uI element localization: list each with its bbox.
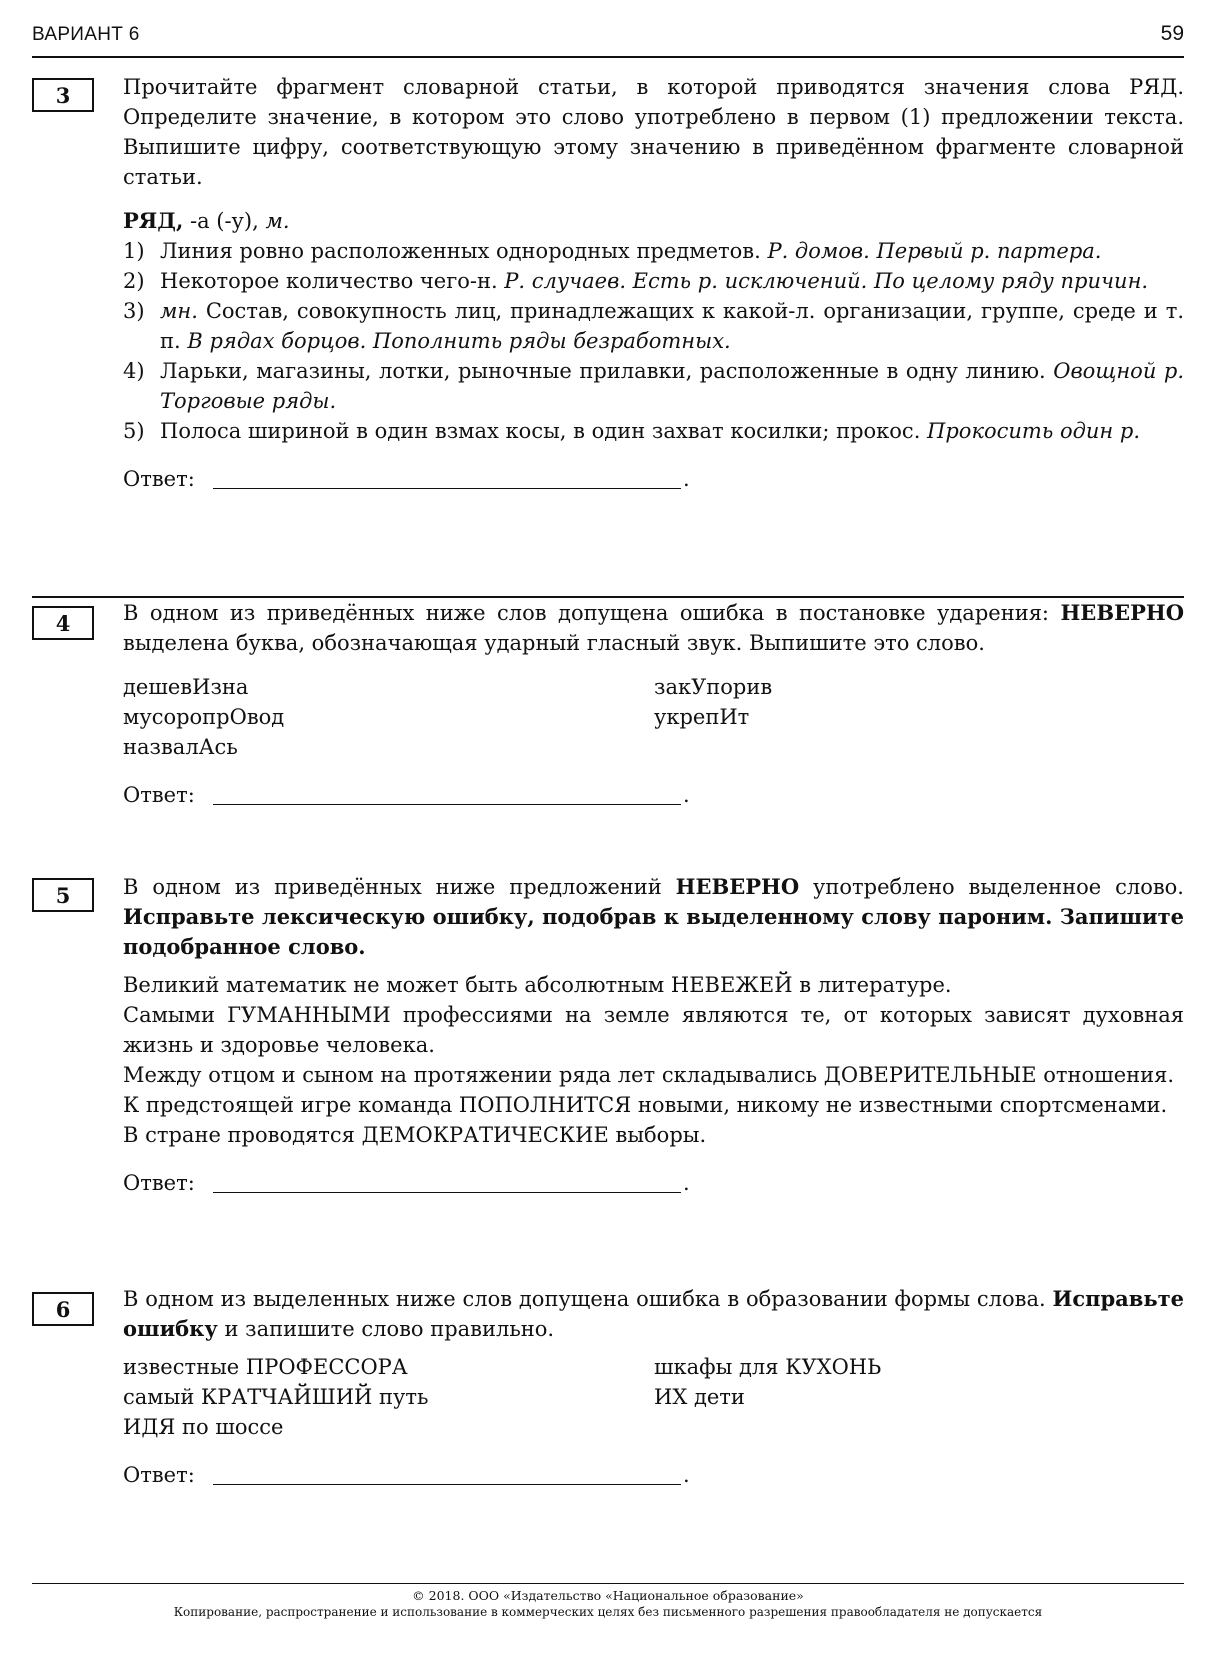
answer-field[interactable] xyxy=(213,1192,681,1193)
answer-row xyxy=(123,780,1184,814)
definition-number: 4) xyxy=(123,359,145,383)
word-option: ИДЯ по шоссе xyxy=(123,1415,284,1439)
header-rule xyxy=(32,56,1184,58)
definition-number: 1) xyxy=(123,239,145,263)
answer-field[interactable] xyxy=(213,488,681,489)
prompt-text: В одном из приведённых ниже предложений xyxy=(123,875,676,899)
answer-period: . xyxy=(683,1463,690,1487)
definition-list xyxy=(123,236,1184,446)
definition-item xyxy=(123,296,1184,356)
task-content xyxy=(123,72,1184,498)
task-number-box: 4 xyxy=(32,606,94,640)
task-content xyxy=(123,1284,1184,1494)
word-option: мусоропрОвод xyxy=(123,705,285,729)
sentence-item: В стране проводятся ДЕМОКРАТИЧЕСКИЕ выборы. xyxy=(123,1123,707,1147)
definition-examples: Прокосить один р. xyxy=(927,419,1141,443)
definition-number: 2) xyxy=(123,269,145,293)
definition-examples: В рядах борцов. Пополнить ряды безработных. xyxy=(187,329,731,353)
definition-item xyxy=(123,416,1184,446)
prompt-text: В одном из выделенных ниже слов допущена ошибка в образовании формы слова. xyxy=(123,1287,1053,1311)
answer-period: . xyxy=(683,1171,690,1195)
answer-label: Ответ: xyxy=(123,783,195,807)
definition-examples: Р. случаев. Есть р. исключений. По целому ряду причин. xyxy=(504,269,1149,293)
word-option: известные ПРОФЕССОРА xyxy=(123,1355,408,1379)
prompt-text: употреблено выделенное слово. xyxy=(799,875,1184,899)
prompt-text: выделена буква, обозначающая ударный гласный звук. Выпишите это слово. xyxy=(123,631,985,655)
answer-row xyxy=(123,464,1184,498)
prompt-instruction: Исправьте ошибку xyxy=(123,1286,1184,1341)
word-option: ИХ дети xyxy=(654,1385,745,1409)
answer-row xyxy=(123,1460,1184,1494)
prompt-text: и запишите слово правильно. xyxy=(217,1317,555,1341)
sentence-item: К предстоящей игре команда ПОПОЛНИТСЯ новыми, никому не известными спортсменами. xyxy=(123,1093,1168,1117)
word-option: назвалАсь xyxy=(123,735,238,759)
task-prompt xyxy=(123,598,1184,658)
answer-row xyxy=(123,1168,1184,1202)
task-prompt: Прочитайте фрагмент словарной статьи, в которой приводятся значения слова РЯД. Определите значение, в котором это слово употреблено в первом (1) предложении текста. Выпишите цифру, соответствующую этому значению в приведённом фрагменте словарной статьи. xyxy=(123,75,1184,189)
definition-usage-label: мн. xyxy=(160,299,198,323)
definition-text: Ларьки, магазины, лотки, рыночные прилавки, расположенные в одну линию. xyxy=(160,359,1054,383)
definition-text: Линия ровно расположенных однородных предметов. xyxy=(160,239,768,263)
definition-item xyxy=(123,266,1184,296)
prompt-text: В одном из приведённых ниже слов допущена ошибка в постановке ударения: xyxy=(123,601,1061,625)
sentence-item: Великий математик не может быть абсолютным НЕВЕЖЕЙ в литературе. xyxy=(123,973,952,997)
answer-label: Ответ: xyxy=(123,1171,195,1195)
definition-item xyxy=(123,236,1184,266)
definition-number: 5) xyxy=(123,419,145,443)
sentence-list xyxy=(123,970,1184,1150)
answer-label: Ответ: xyxy=(123,467,195,491)
definition-examples: Овощной р. Торговые ряды. xyxy=(160,359,1184,413)
word-column-right xyxy=(654,1352,881,1412)
gender-label: м. xyxy=(265,209,290,233)
word-option: закУпорив xyxy=(654,675,773,699)
page-header xyxy=(32,22,1184,52)
prompt-emphasis: НЕВЕРНО xyxy=(675,874,800,899)
task-number-box: 6 xyxy=(32,1292,94,1326)
prompt-emphasis: НЕВЕРНО xyxy=(1060,600,1184,625)
word-option: укрепИт xyxy=(654,705,750,729)
footer-rule xyxy=(32,1583,1184,1584)
word-option: шкафы для КУХОНЬ xyxy=(654,1355,882,1379)
copyright-line: © 2018. ООО «Издательство «Национальное образование» xyxy=(412,1588,804,1603)
answer-field[interactable] xyxy=(213,1484,681,1485)
answer-label: Ответ: xyxy=(123,1463,195,1487)
definition-number: 3) xyxy=(123,299,145,323)
word-column-left xyxy=(123,672,284,762)
word-column-right xyxy=(654,672,772,732)
page-number: 59 xyxy=(1160,22,1184,45)
definition-text: Состав, совокупность лиц, принадлежащих к какой-л. организации, группе, среде и т. п. xyxy=(160,299,1184,353)
answer-field[interactable] xyxy=(213,804,681,805)
sentence-item: Самыми ГУМАННЫМИ профессиями на земле являются те, от которых зависят духовная жизнь и здоровье человека. xyxy=(123,1003,1184,1057)
sentence-item: Между отцом и сыном на протяжении ряда лет складывались ДОВЕРИТЕЛЬНЫЕ отношения. xyxy=(123,1063,1175,1087)
dictionary-entry-head xyxy=(123,206,1184,236)
task-prompt xyxy=(123,1284,1184,1344)
answer-period: . xyxy=(683,467,690,491)
variant-title: ВАРИАНТ 6 xyxy=(32,24,140,45)
word-option: дешевИзна xyxy=(123,675,249,699)
page-footer xyxy=(0,1587,1216,1621)
grammar-info: -а (-у), xyxy=(183,209,266,233)
word-option: самый КРАТЧАЙШИЙ путь xyxy=(123,1385,429,1409)
word-columns xyxy=(123,1352,1184,1442)
prompt-instruction: Исправьте лексическую ошибку, подобрав к выделенному слову пароним. Запишите подобранное слово. xyxy=(123,904,1184,959)
definition-text: Полоса шириной в один взмах косы, в один захват косилки; прокос. xyxy=(160,419,928,443)
task-prompt xyxy=(123,872,1184,962)
definition-item xyxy=(123,356,1184,416)
definition-examples: Р. домов. Первый р. партера. xyxy=(767,239,1102,263)
copyright-notice: Копирование, распространение и использование в коммерческих целях без письменного разрешения правообладателя не допускается xyxy=(173,1605,1043,1619)
headword: РЯД, xyxy=(123,208,184,233)
task-content xyxy=(123,872,1184,1202)
answer-period: . xyxy=(683,783,690,807)
task-number-box: 3 xyxy=(32,78,94,112)
task-content xyxy=(123,598,1184,814)
word-columns xyxy=(123,672,1184,762)
word-column-left xyxy=(123,1352,428,1442)
task-number-box: 5 xyxy=(32,878,94,912)
definition-text: Некоторое количество чего-н. xyxy=(160,269,505,293)
